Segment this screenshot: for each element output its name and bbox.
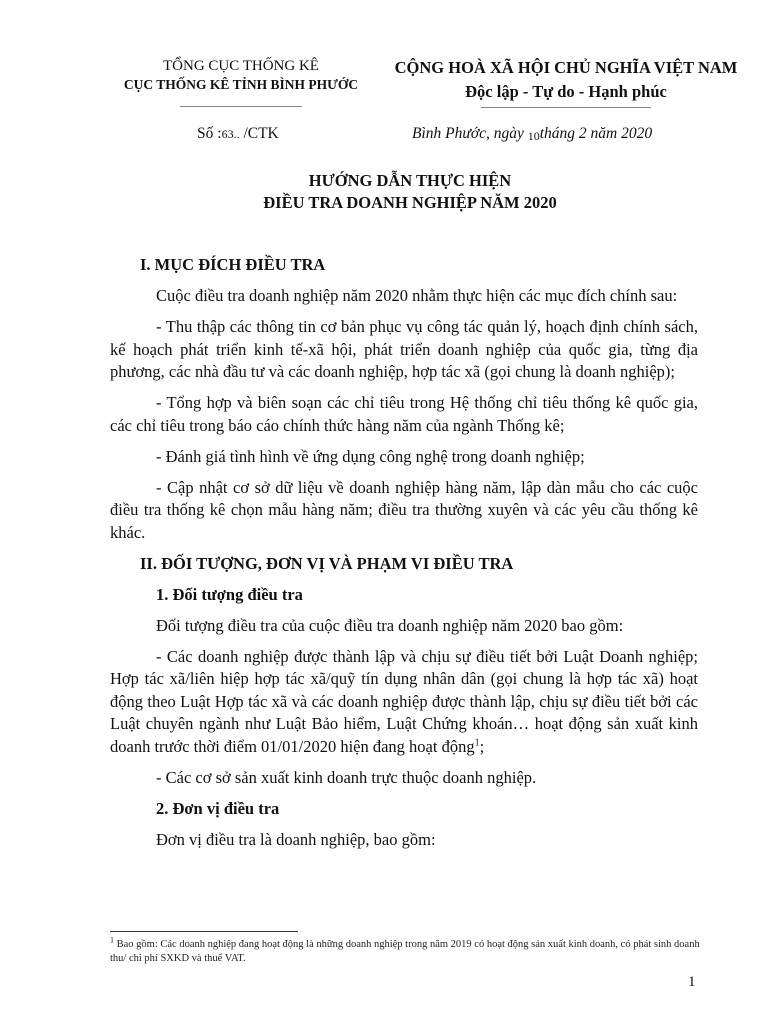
subsection-2-2-heading: 2. Đơn vị điều tra: [156, 798, 280, 818]
document-body: [110, 254, 698, 860]
section-1-bullet-4: - Cập nhật cơ sở dữ liệu về doanh nghiệp hàng năm, lập dàn mẫu cho các cuộc điều tra thống kê chọn mẫu hàng năm; điều tra thường xuyên và các yêu cầu thống kê khác.: [110, 477, 698, 542]
doc-number-prefix: Số :: [197, 125, 222, 142]
subsection-2-1-bullet-2: - Các cơ sở sản xuất kinh doanh trực thuộc doanh nghiệp.: [156, 767, 537, 787]
doc-number-suffix: /CTK: [243, 125, 279, 142]
section-2-heading: II. ĐỐI TƯỢNG, ĐƠN VỊ VÀ PHẠM VI ĐIỀU TRA: [140, 553, 514, 573]
footnote: [110, 935, 706, 966]
document-number: [197, 125, 279, 143]
national-header: [376, 56, 756, 108]
section-1-intro: Cuộc điều tra doanh nghiệp năm 2020 nhằm thực hiện các mục đích chính sau:: [156, 286, 678, 305]
section-1-bullet-3: - Đánh giá tình hình về ứng dụng công nghệ trong doanh nghiệp;: [156, 446, 585, 466]
bullet-1-text: - Các doanh nghiệp được thành lập và chịu sự điều tiết bởi Luật Doanh nghiệp; Hợp tác xã/liên hiệp hợp tác xã/quỹ tín dụng nhân dân (gọi chung là hợp tác xã) hoạt động theo Luật Hợp tác xã và các doanh nghiệp được thành lập, chịu sự điều tiết bởi các Luật chuyên ngành như Luật Bảo hiểm, Luật Chứng khoán… hoạt động sản xuất kinh doanh trước thời điểm 01/01/2020 hiện đang hoạt động: [110, 646, 698, 756]
agency-underline: [180, 106, 302, 107]
subsection-2-1-heading: 1. Đối tượng điều tra: [156, 584, 303, 604]
page-number: 1: [688, 974, 696, 990]
motto-underline: [481, 107, 651, 108]
bullet-1-end: ;: [479, 736, 485, 756]
footnote-marker: 1: [110, 935, 114, 945]
subsection-2-1-bullet-1: [110, 646, 698, 759]
footnote-text: Bao gồm: Các doanh nghiệp đang hoạt động là những doanh nghiệp trong năm 2019 có hoạt động sản xuất kinh doanh, có phát sinh doanh thu/ chi phí SXKD và thuế VAT.: [110, 939, 700, 964]
agency-header: [96, 56, 386, 107]
national-title: CỘNG HOÀ XÃ HỘI CHỦ NGHĨA VIỆT NAM: [394, 58, 738, 77]
date-place: Bình Phước, ngày: [412, 125, 524, 142]
section-1-bullet-1: - Thu thập các thông tin cơ bản phục vụ công tác quản lý, hoạch định chính sách, kế hoạch phát triển kinh tế-xã hội, phát triển doanh nghiệp của quốc gia, từng địa phương, các nhà đầu tư và các doanh nghiệp, hợp tác xã (gọi chung là doanh nghiệp);: [110, 317, 698, 381]
document-title-line2: ĐIỀU TRA DOANH NGHIỆP NĂM 2020: [263, 193, 557, 212]
document-title-line1: HƯỚNG DẪN THỰC HIỆN: [308, 171, 512, 190]
section-1-heading: I. MỤC ĐÍCH ĐIỀU TRA: [140, 255, 326, 274]
footnote-divider: [110, 931, 298, 932]
issuing-agency: CỤC THỐNG KÊ TỈNH BÌNH PHƯỚC: [123, 77, 359, 92]
issue-date: [412, 125, 652, 143]
national-motto: Độc lập - Tự do - Hạnh phúc: [465, 82, 667, 101]
subsection-2-2-intro: Đơn vị điều tra là doanh nghiệp, bao gồm:: [156, 829, 436, 849]
subsection-2-1-intro: Đối tượng điều tra của cuộc điều tra doanh nghiệp năm 2020 bao gồm:: [156, 615, 624, 635]
footnote-ref[interactable]: 1: [474, 737, 480, 748]
date-day: 10: [527, 129, 540, 143]
date-month-year: tháng 2 năm 2020: [539, 125, 653, 142]
doc-number-value: 63..: [221, 127, 240, 141]
parent-agency: TỔNG CỤC THỐNG KÊ: [163, 58, 319, 74]
section-1-bullet-2: - Tổng hợp và biên soạn các chỉ tiêu trong Hệ thống chỉ tiêu thống kê quốc gia, các chỉ tiêu trong báo cáo chính thức hàng năm của ngành Thống kê;: [110, 393, 698, 435]
